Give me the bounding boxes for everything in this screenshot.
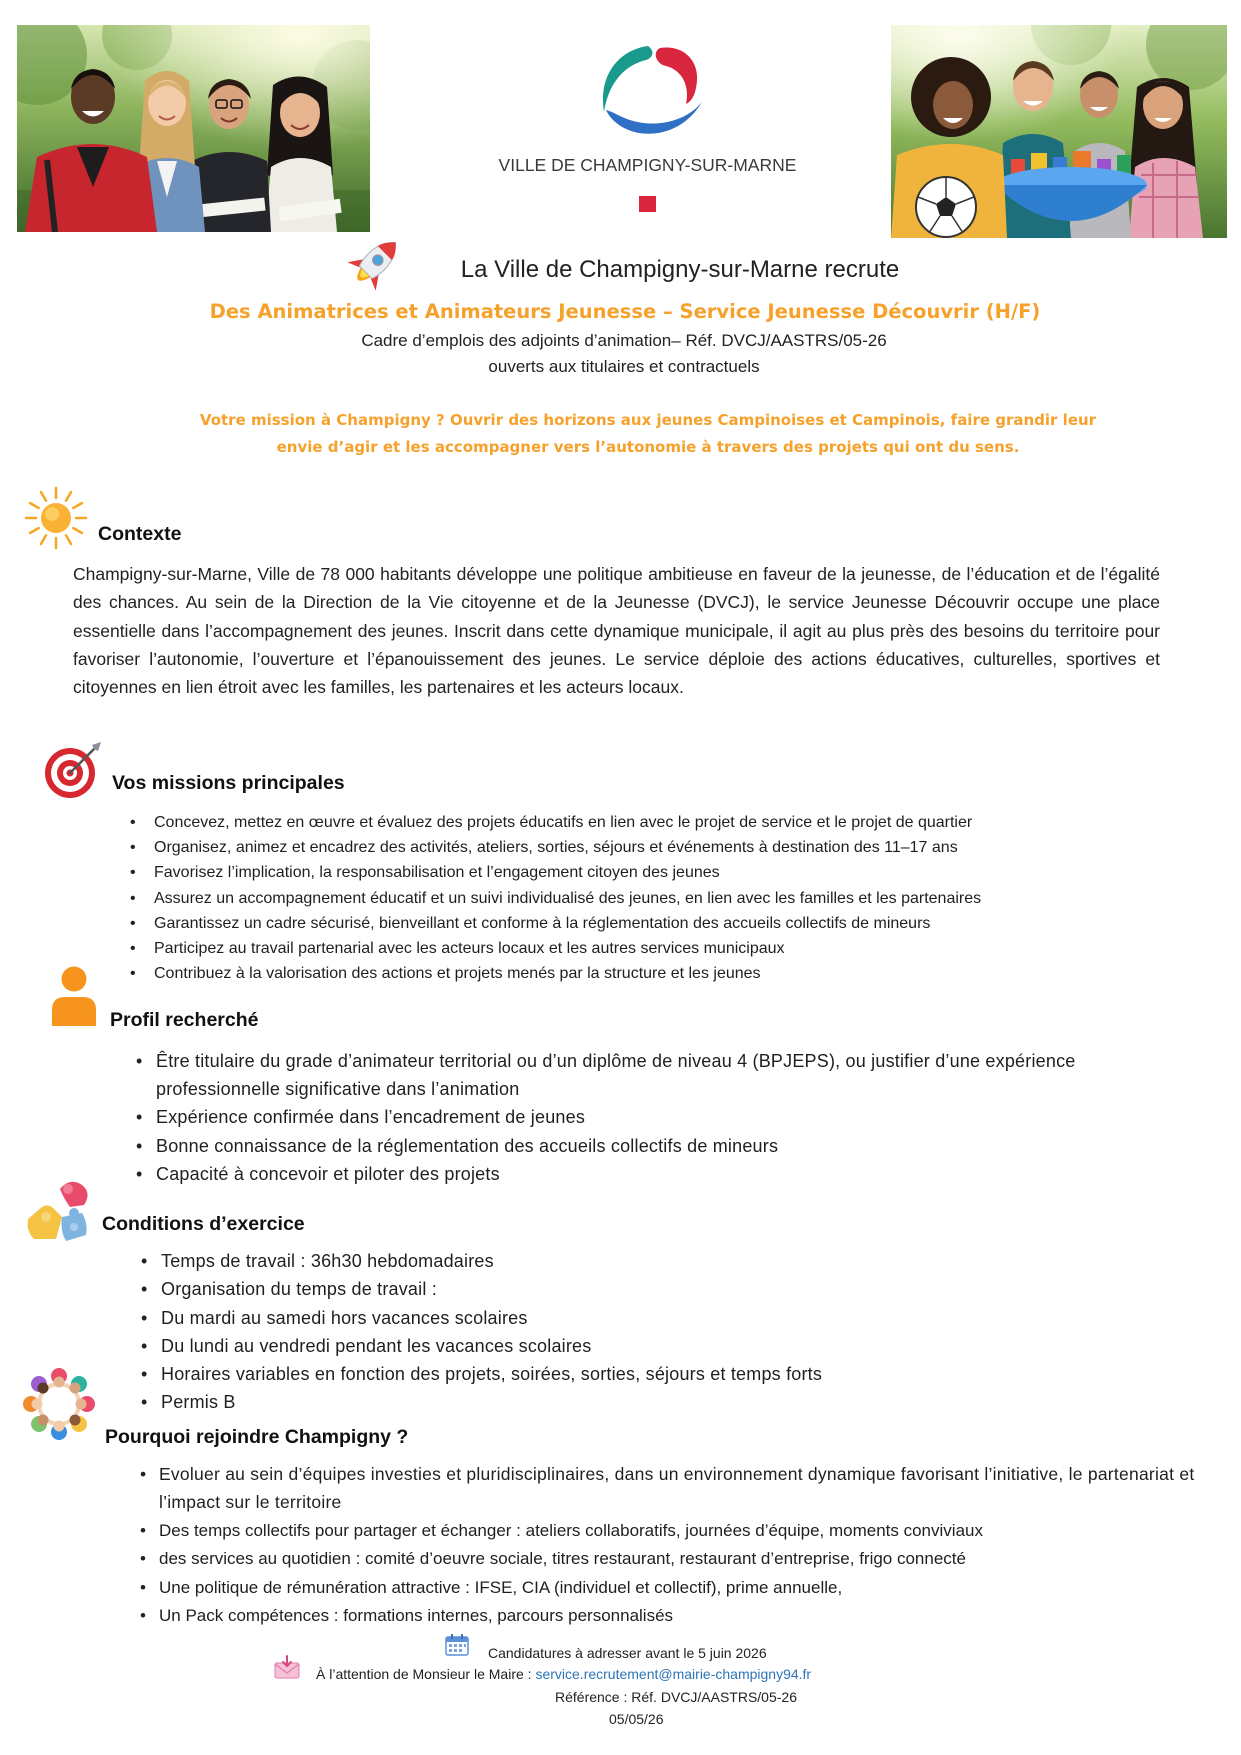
profile-item: • Être titulaire du grade d’animateur territorial ou d’un diplôme de niveau 4 (BPJEPS), ou justifier d’une expérience professionnelle significative dans l’animation [136,1047,1166,1103]
condition-item: • Organisation du temps de travail : [141,1275,1141,1303]
section-heading-context: Contexte [98,523,182,545]
condition-item: • Horaires variables en fonction des projets, soirées, sorties, séjours et temps forts [141,1360,1141,1388]
application-deadline: Candidatures à adresser avant le 5 juin 2026 [488,1645,767,1661]
mission-tagline [98,407,1198,461]
condition-item: • Temps de travail : 36h30 hebdomadaires [141,1247,1141,1275]
target-icon [43,740,103,800]
why-join-list [140,1460,1220,1630]
why-join-item: • Des temps collectifs pour partager et échanger : ateliers collaboratifs, journées d’équipe, moments conviviaux [140,1517,1220,1545]
mission-item: • Assurez un accompagnement éducatif et un suivi individualisé des jeunes, en lien avec les familles et les partenaires [130,886,1200,911]
mission-tagline-line: envie d’agir et les accompagner vers l’autonomie à travers des projets qui ont du sens. [276,438,1020,456]
mission-item: • Participez au travail partenarial avec les acteurs locaux et les autres services municipaux [130,936,1200,961]
condition-item: • Permis B [141,1388,1141,1416]
children-circle-icon [20,1364,98,1444]
why-join-item: • des services au quotidien : comité d’oeuvre sociale, titres restaurant, restaurant d’entreprise, frigo connecté [140,1545,1220,1573]
profile-item: • Bonne connaissance de la réglementation des accueils collectifs de mineurs [136,1132,1166,1160]
mission-item: • Concevez, mettez en œuvre et évaluez des projets éducatifs en lien avec le projet de service et le projet de quartier [130,810,1200,835]
person-icon [50,966,98,1028]
condition-item: • Du mardi au samedi hors vacances scolaires [141,1304,1141,1332]
publication-date: 05/05/26 [609,1711,664,1727]
attention-line [316,1665,811,1683]
city-logo-symbol [470,40,825,150]
reference-line: Référence : Réf. DVCJ/AASTRS/05-26 [555,1689,797,1705]
mission-item: • Contribuez à la valorisation des actions et projets menés par la structure et les jeunes [130,961,1200,986]
sun-icon [20,482,92,554]
employment-frame: Cadre d’emplois des adjoints d’animation– Réf. DVCJ/AASTRS/05-26 [361,331,887,350]
section-heading-missions: Vos missions principales [112,772,345,794]
why-join-item: • Une politique de rémunération attractive : IFSE, CIA (individuel et collectif), prime annuelle, [140,1574,1220,1602]
context-paragraph: Champigny-sur-Marne, Ville de 78 000 habitants développe une politique ambitieuse en faveur de la jeunesse, de l’éducation et de l’égalité des chances. Au sein de la Direction de la Vie citoyenne et de la Jeunesse (DVCJ), le service Jeunesse Découvrir occupe une place essentielle dans l’accompagnement des jeunes. Inscrit dans cette dynamique municipale, il agit au plus près des besoins du territoire pour favoriser l’autonomie, l’ouverture et l’épanouissement des jeunes. Le service déploie des actions éducatives, culturelles, sportives et citoyennes en lien étroit avec les familles, les partenaires et les acteurs locaux. [73,564,1160,698]
logo-red-square [639,196,656,212]
photo-youth-group-left [17,25,370,232]
section-heading-profile: Profil recherché [110,1009,259,1031]
missions-list [130,810,1200,986]
city-logo-text: VILLE DE CHAMPIGNY-SUR-MARNE [498,155,797,175]
why-join-item: • Evoluer au sein d’équipes investies et pluridisciplinaires, dans un environnement dynamique favorisant l’initiative, le partenariat et l’impact sur le territoire [140,1460,1220,1517]
job-title: Des Animatrices et Animateurs Jeunesse – Service Jeunesse Découvrir (H/F) [209,300,1041,323]
city-logo [470,40,825,220]
profile-item: • Capacité à concevoir et piloter des projets [136,1160,1166,1188]
calendar-icon [445,1634,469,1656]
recruiting-statement: La Ville de Champigny-sur-Marne recrute [460,256,900,283]
conditions-list [141,1247,1141,1417]
mail-icon [274,1655,300,1679]
why-join-item: • Un Pack compétences : formations internes, parcours personnalisés [140,1602,1220,1630]
puzzle-handshake-icon [24,1177,94,1245]
mission-item: • Favorisez l’implication, la responsabilisation et l’engagement citoyen des jeunes [130,860,1200,885]
section-heading-conditions: Conditions d’exercice [102,1213,305,1235]
mission-tagline-line: Votre mission à Champigny ? Ouvrir des horizons aux jeunes Campinoises et Campinois, faire grandir leur [199,411,1097,429]
section-heading-why-join: Pourquoi rejoindre Champigny ? [105,1426,409,1448]
profile-item: • Expérience confirmée dans l’encadrement de jeunes [136,1103,1166,1131]
email-link[interactable]: service.recrutement@mairie-champigny94.fr [535,1666,812,1682]
condition-item: • Du lundi au vendredi pendant les vacances scolaires [141,1332,1141,1360]
mission-item: • Garantissez un cadre sécurisé, bienveillant et conforme à la réglementation des accueils collectifs de mineurs [130,911,1200,936]
open-to-line: ouverts aux titulaires et contractuels [488,357,760,376]
attention-prefix: À l’attention de Monsieur le Maire : [316,1666,536,1682]
profile-list [136,1047,1166,1188]
mission-item: • Organisez, animez et encadrez des activités, ateliers, sorties, séjours et événements à destination des 11–17 ans [130,835,1200,860]
photo-youth-group-right [891,25,1227,238]
